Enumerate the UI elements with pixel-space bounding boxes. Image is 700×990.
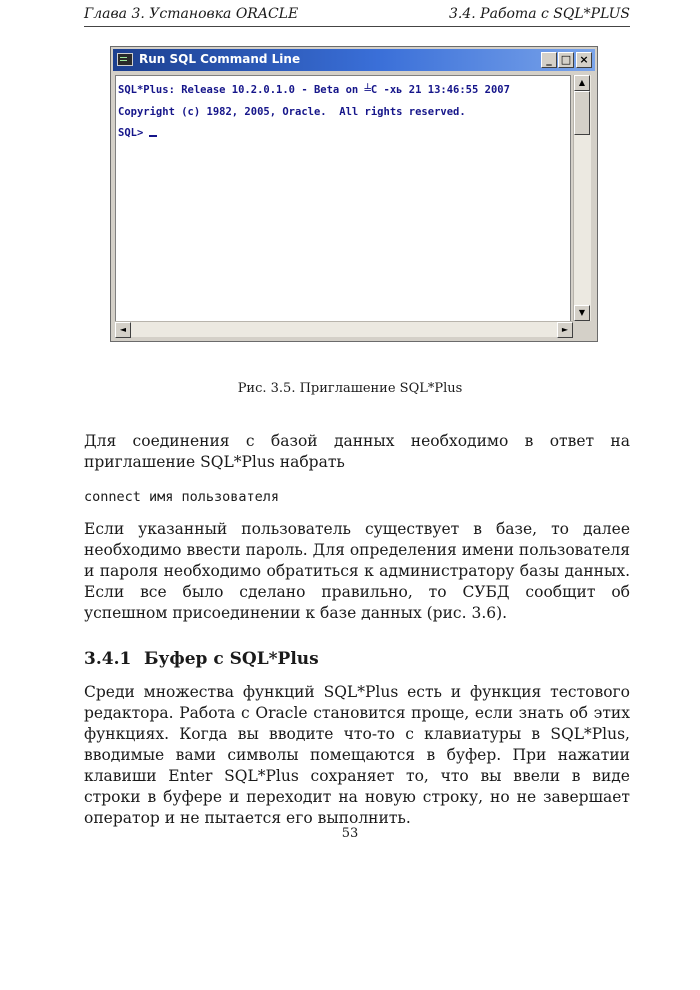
console-copyright-line: Copyright (c) 1982, 2005, Oracle. All rights reserved. — [118, 106, 466, 118]
sql-command-line-window — [110, 46, 598, 342]
section-number: 3.4.1 — [84, 649, 132, 669]
scroll-left-icon[interactable]: ◄ — [115, 322, 131, 338]
scroll-up-icon[interactable]: ▲ — [574, 75, 590, 91]
horizontal-scrollbar[interactable] — [115, 321, 573, 337]
vertical-scrollbar[interactable] — [573, 75, 591, 321]
window-titlebar[interactable] — [113, 49, 595, 71]
paragraph-buffer: Среди множества функций SQL*Plus есть и функция тестового редактора. Работа с Oracle становится проще, если знать об этих функциях. Когда вы вводите что-то с клавиатуры в SQL*Plus, вводимые вами символы помещаются в буфер. При нажатии клавиши Enter SQL*Plus сохраняет то, что вы ввели в виде строки в буфере и переходит на новую строку, но не завершает оператор и не пытается его выполнить. — [84, 683, 630, 827]
header-chapter: Глава 3. Установка ORACLE — [84, 6, 299, 22]
size-grip[interactable] — [573, 321, 591, 337]
paragraph-password: Если указанный пользователь существует в базе, то далее необходимо ввести пароль. Для определения имени пользователя и пароля необходимо обратиться к администратору базы данных. Если все было сделано правильно, то СУБД сообщит об успешном присоединении к базе данных (рис. 3.6). — [84, 520, 630, 622]
page-number: 53 — [341, 826, 359, 841]
section-title: Буфер с SQL*Plus — [144, 649, 319, 669]
console-release-line: SQL*Plus: Release 10.2.0.1.0 - Beta on ╧C -хь 21 13:46:55 2007 — [118, 84, 510, 96]
code-connect-command: connect имя пользователя — [84, 489, 280, 505]
vertical-scroll-thumb[interactable] — [574, 91, 590, 135]
header-section: 3.4. Работа с SQL*PLUS — [449, 6, 630, 22]
console-icon — [117, 53, 133, 66]
console-output[interactable] — [115, 75, 571, 337]
running-header — [84, 4, 630, 27]
paragraph-connect-intro: Для соединения с базой данных необходимо в ответ на приглашение SQL*Plus набрать — [84, 432, 630, 471]
text-cursor — [149, 135, 157, 137]
scroll-down-icon[interactable]: ▼ — [574, 305, 590, 321]
maximize-button[interactable]: □ — [558, 52, 574, 68]
window-title: Run SQL Command Line — [139, 52, 301, 66]
sql-prompt: SQL> — [118, 127, 144, 139]
figure-caption: Рис. 3.5. Приглашение SQL*Plus — [237, 381, 463, 396]
scroll-right-icon[interactable]: ► — [557, 322, 573, 338]
minimize-button[interactable]: _ — [541, 52, 557, 68]
close-button[interactable]: × — [576, 52, 592, 68]
console-prompt-line — [118, 127, 157, 139]
section-heading — [84, 649, 319, 669]
